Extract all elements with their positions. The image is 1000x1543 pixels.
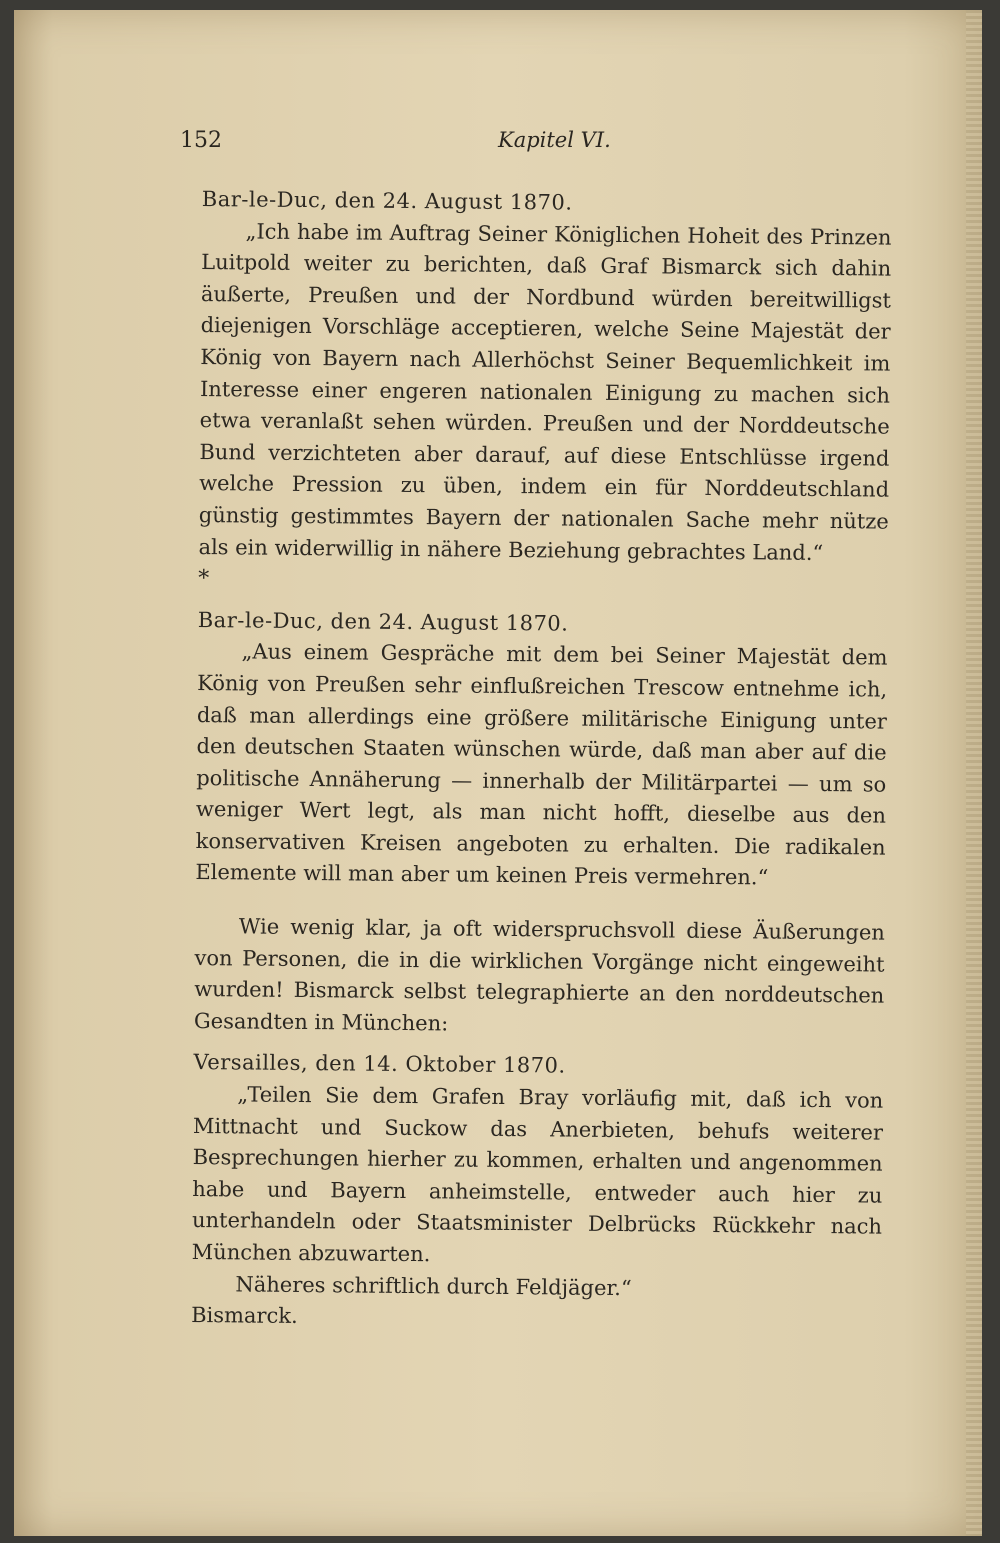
- letter-1-dateline: Bar-le-Duc, den 24. August 1870.: [201, 186, 573, 215]
- page-number: 152: [180, 128, 222, 153]
- letter-2-dateline: Bar-le-Duc, den 24. August 1870.: [197, 607, 569, 636]
- telegram-dateline: Versailles, den 14. Oktober 1870.: [193, 1050, 566, 1078]
- running-head: Kapitel VI.: [498, 128, 611, 152]
- book-page: [14, 10, 982, 1536]
- telegram-closing: Näheres schriftlich durch Feldjäger.“: [235, 1271, 632, 1300]
- telegram-text: „Teilen Sie dem Grafen Bray vorläufig mit, daß ich von Mittnacht und Suckow das Anerbieten, behufs weiterer Besprechungen hierher zu kommen, erhalten und angenommen habe und Bayern anheimstelle, entweder auch hier zu unterhandeln oder Staatsminister Delbrücks Rückkehr nach München abzuwarten.: [191, 1082, 884, 1267]
- letter-2-text: „Aus einem Gespräche mit dem bei Seiner Majestät dem König von Preußen sehr einflußreichen Trescow entnehme ich, daß man allerdings eine größere militärische Einigung unter den deutschen Staaten wünschen würde, daß man aber auf die politische Annäherung — innerhalb der Militärpartei — um so weniger Wert legt, als man nicht hofft, dieselbe aus den konservativen Kreisen angeboten zu erhalten. Die radikalen Elemente will man aber um keinen Preis vermehren.“: [195, 639, 888, 890]
- section-separator: *: [198, 566, 210, 592]
- signature: Bismarck.: [191, 1303, 298, 1329]
- page-edge: [966, 10, 982, 1536]
- letter-1-text: „Ich habe im Auftrag Seiner Königlichen Hoheit des Prinzen Luitpold weiter zu berichten, daß Graf Bismarck sich dahin äußerte, Preußen und der Nordbund würden bereitwilligst diejenigen Vorschläge acceptieren, welche Seine Majestät der König von Bayern nach Allerhöchst Seiner Bequemlichkeit im Interesse einer engeren nationalen Einigung zu machen sich etwa veranlaßt sehen würden. Preußen und der Norddeutsche Bund verzichteten aber darauf, auf diese Entschlüsse irgend welche Pression zu üben, indem ein für Norddeutschland günstig gestimmtes Bayern der nationalen Sache mehr nütze als ein widerwillig in nähere Beziehung gebrachtes Land.“: [198, 219, 892, 565]
- page-header: [180, 128, 900, 164]
- page-body: [191, 184, 892, 1338]
- narrative-paragraph: Wie wenig klar, ja oft widerspruchsvoll diese Äußerungen von Personen, die in die wirklichen Vorgänge nicht eingeweiht wurden! Bismarck selbst telegraphierte an den norddeutschen Gesandten in München:: [193, 914, 885, 1036]
